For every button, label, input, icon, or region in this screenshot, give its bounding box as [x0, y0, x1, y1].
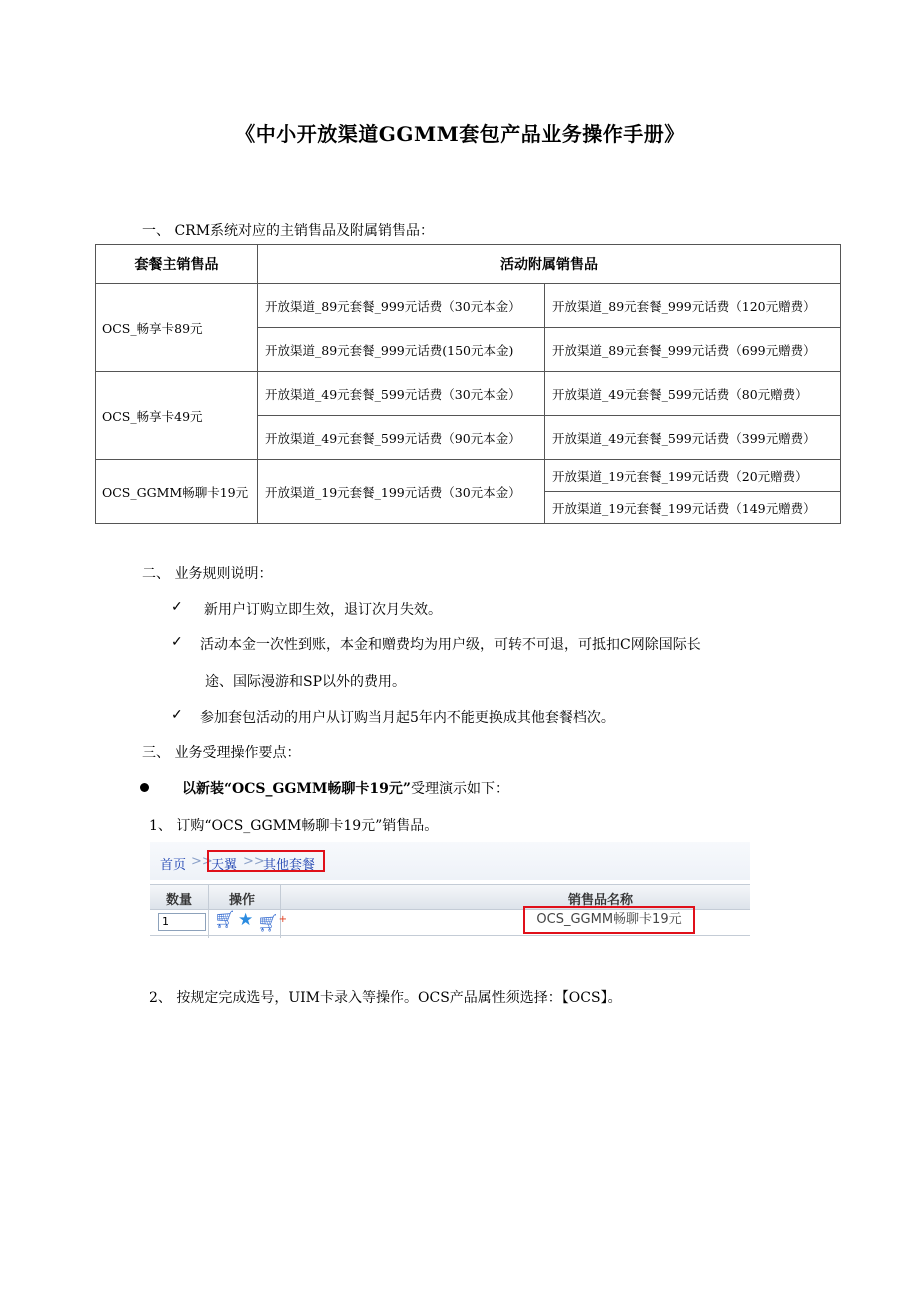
breadcrumb-separator: >> [243, 854, 265, 869]
breadcrumb-home-link[interactable]: 首页 [160, 858, 187, 873]
row-divider [150, 935, 750, 936]
table-header-accessory: 活动附属销售品 [258, 245, 841, 284]
page-title: 《中小开放渠道GGMM套包产品业务操作手册》 [235, 122, 685, 146]
table-cell: 开放渠道_49元套餐_599元话费（90元本金） [258, 416, 545, 460]
step-2: 2、 按规定完成选号，UIM卡录入等操作。OCS产品属性须选择：【OCS】。 [149, 990, 622, 1006]
product-table [95, 244, 841, 524]
cart-icon[interactable]: 🛒︎ [214, 910, 236, 930]
demo-line-rest: 受理演示如下： [410, 781, 509, 797]
quantity-input[interactable]: 1 [158, 913, 206, 931]
table-cell: 开放渠道_89元套餐_999元话费（30元本金） [258, 284, 545, 328]
column-header-qty: 数量 [166, 893, 193, 908]
demo-line [182, 778, 509, 798]
section-heading-2: 二、 业务规则说明： [142, 566, 273, 582]
rule-item: 参加套包活动的用户从订购当月起5年内不能更换成其他套餐档次。 [200, 710, 615, 726]
highlight-box [207, 850, 325, 872]
table-cell: 开放渠道_49元套餐_599元话费（30元本金） [258, 372, 545, 416]
table-cell: 开放渠道_19元套餐_199元话费（149元赠费） [545, 492, 841, 524]
rule-item: 活动本金一次性到账，本金和赠费均为用户级，可转不可退，可抵扣C网除国际长 [200, 637, 701, 653]
breadcrumb-separator: >> [191, 854, 213, 869]
bullet-icon [140, 783, 149, 792]
table-cell: 开放渠道_49元套餐_599元话费（399元赠费） [545, 416, 841, 460]
column-divider [208, 884, 209, 938]
check-icon: ✓ [171, 634, 183, 650]
column-header-operation: 操作 [229, 893, 256, 908]
breadcrumb-tianyi-link[interactable]: 天翼 [211, 858, 238, 873]
table-cell: 开放渠道_89元套餐_999元话费（120元赠费） [545, 284, 841, 328]
table-header-main: 套餐主销售品 [96, 245, 258, 284]
table-cell-main: OCS_GGMM畅聊卡19元 [96, 460, 258, 524]
rule-item-continued: 途、国际漫游和SP以外的费用。 [205, 674, 407, 690]
check-icon: ✓ [171, 599, 183, 615]
table-cell: 开放渠道_19元套餐_199元话费（20元赠费） [545, 460, 841, 492]
table-cell: 开放渠道_89元套餐_999元话费(150元本金) [258, 328, 545, 372]
table-cell-main: OCS_畅享卡89元 [96, 284, 258, 372]
star-icon[interactable]: ★ [238, 910, 254, 930]
product-name-cell[interactable]: OCS_GGMM畅聊卡19元 [523, 906, 695, 934]
rule-item: 新用户订购立即生效，退订次月失效。 [204, 602, 442, 618]
breadcrumb [150, 842, 750, 880]
table-cell: 开放渠道_49元套餐_599元话费（80元赠费） [545, 372, 841, 416]
breadcrumb-other-plans-link[interactable]: 其他套餐 [263, 858, 316, 873]
column-header-product-name: 销售品名称 [568, 893, 634, 908]
add-icon[interactable]: 🛒︎+ [257, 913, 287, 934]
demo-line-bold: 以新装“OCS_GGMM畅聊卡19元” [182, 781, 411, 797]
table-cell: 开放渠道_19元套餐_199元话费（30元本金） [258, 460, 545, 524]
section-heading-3: 三、 业务受理操作要点： [142, 745, 301, 761]
table-cell: 开放渠道_89元套餐_999元话费（699元赠费） [545, 328, 841, 372]
table-cell-main: OCS_畅享卡49元 [96, 372, 258, 460]
section-heading-1: 一、 CRM系统对应的主销售品及附属销售品： [142, 223, 435, 239]
screenshot-order-page [150, 842, 750, 938]
check-icon: ✓ [171, 707, 183, 723]
step-1: 1、 订购“OCS_GGMM畅聊卡19元”销售品。 [149, 818, 439, 834]
